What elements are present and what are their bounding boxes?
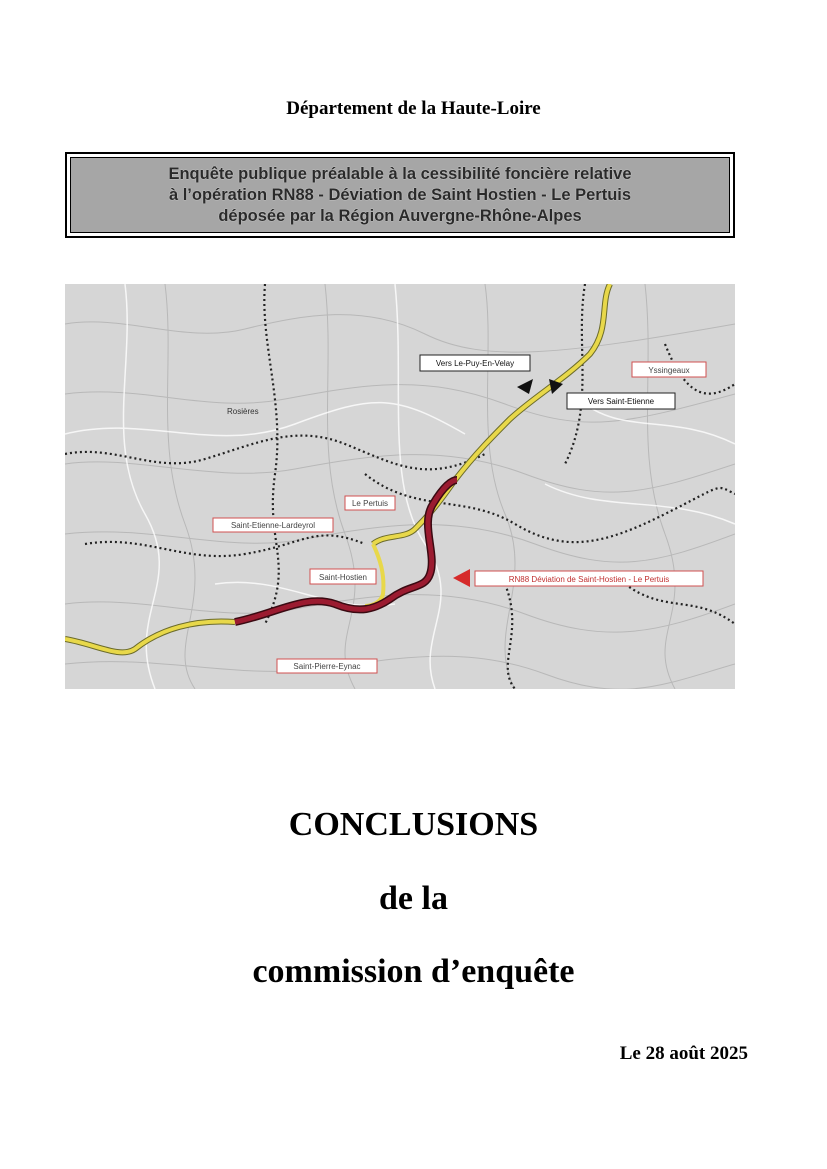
title-de-la: de la xyxy=(379,880,448,917)
label-saint-pierre-eynac-text: Saint-Pierre-Eynac xyxy=(293,662,361,671)
title-conclusions: CONCLUSIONS xyxy=(288,806,539,843)
label-rn88 xyxy=(475,571,703,586)
label-le-pertuis xyxy=(345,496,395,510)
label-rn88-text: RN88 Déviation de Saint-Hostien - Le Pertuis xyxy=(508,575,670,584)
banner-line-1: Enquête publique préalable à la cessibilité foncière relative xyxy=(168,164,632,183)
inquiry-banner xyxy=(65,152,735,238)
map-background xyxy=(65,284,735,689)
banner-line-2: à l’opération RN88 - Déviation de Saint Hostien - Le Pertuis xyxy=(168,185,632,204)
title-commission: commission d’enquête xyxy=(252,953,575,990)
label-saint-etienne xyxy=(567,393,675,409)
label-saint-etienne-lardeyrol xyxy=(213,518,333,532)
map-svg xyxy=(65,284,735,689)
label-le-puy xyxy=(420,355,530,371)
banner-inner xyxy=(70,157,730,233)
label-saint-hostien-text: Saint-Hostien xyxy=(318,573,368,582)
label-saint-pierre-eynac xyxy=(277,659,377,673)
label-saint-etienne-lardeyrol-text: Saint-Etienne-Lardeyrol xyxy=(230,521,316,530)
label-saint-etienne-text: Vers Saint-Etienne xyxy=(587,397,655,406)
banner-line-3: déposée par la Région Auvergne-Rhône-Alpes xyxy=(218,206,582,225)
label-saint-hostien xyxy=(310,569,376,584)
label-le-pertuis-text: Le Pertuis xyxy=(351,499,389,508)
label-rosieres: Rosières xyxy=(227,407,259,416)
label-yssingeaux-text: Yssingeaux xyxy=(648,366,690,375)
label-yssingeaux xyxy=(632,362,706,377)
department-heading: Département de la Haute-Loire xyxy=(286,98,541,119)
document-date: Le 28 août 2025 xyxy=(619,1043,748,1064)
label-le-puy-text: Vers Le-Puy-En-Velay xyxy=(435,359,515,368)
project-map xyxy=(65,284,735,689)
